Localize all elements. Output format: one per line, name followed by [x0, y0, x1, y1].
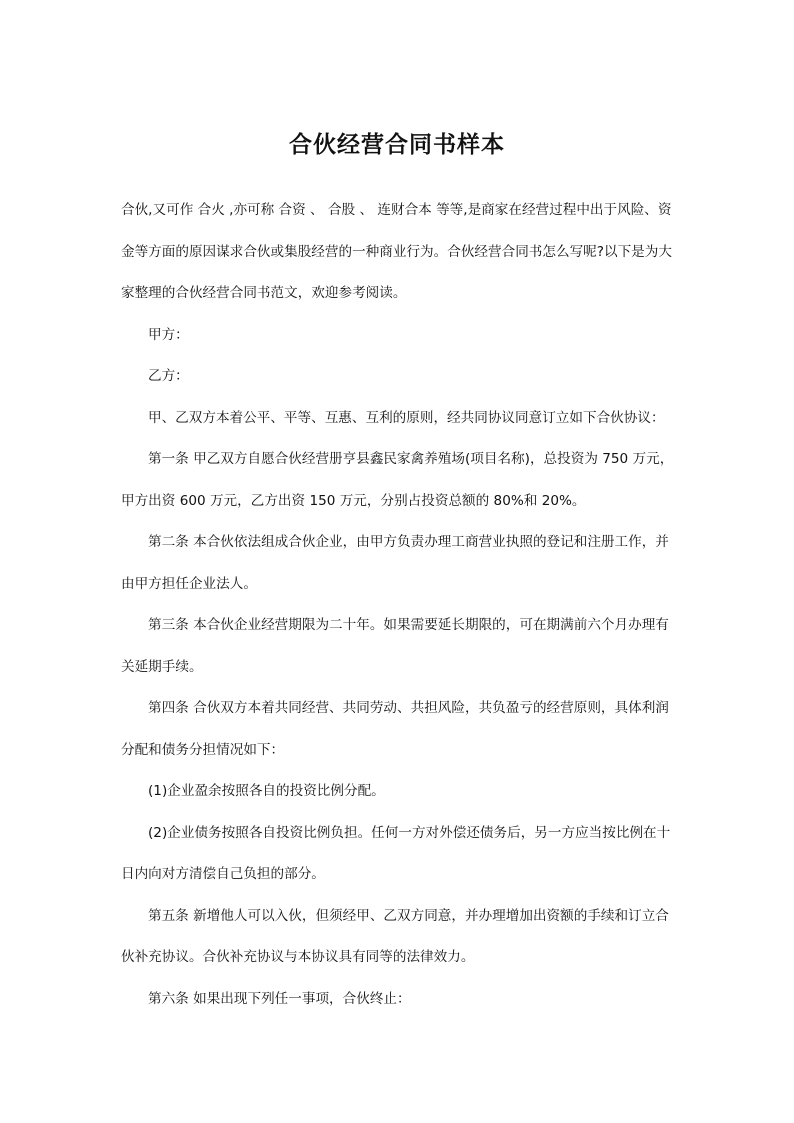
document-body	[121, 190, 681, 1020]
article-1: 第一条 甲乙双方自愿合伙经营册亨县鑫民家禽养殖场(项目名称)，总投资为 750 万元，甲方出资 600 万元，乙方出资 150 万元，分别占投资总额的 80%和 20%。	[121, 451, 674, 509]
intro-paragraph: 合伙,又可作 合火 ,亦可称 合资 、 合股 、 连财合本 等等,是商家在经营过程中出于风险、资金等方面的原因谋求合伙或集股经营的一种商业行为。合伙经营合同书怎么写呢?以下是为大家整理的合伙经营合同书范文，欢迎参考阅读。	[121, 202, 672, 301]
document-title: 合伙经营合同书样本	[289, 131, 505, 158]
article-4-item-1: (1)企业盈余按照各自的投资比例分配。	[148, 783, 385, 799]
party-b-line: 乙方：	[148, 368, 189, 384]
agreement-principle: 甲、乙双方本着公平、平等、互惠、互利的原则，经共同协议同意订立如下合伙协议：	[148, 409, 665, 426]
article-4: 第四条 合伙双方本着共同经营、共同劳动、共担风险，共负盈亏的经营原则，具体利润分配和债务分担情况如下：	[121, 700, 669, 758]
article-4-item-2: (2)企业债务按照各自投资比例负担。任何一方对外偿还债务后，另一方应当按比例在十日内向对方清偿自己负担的部分。	[121, 824, 671, 882]
article-3: 第三条 本合伙企业经营期限为二十年。如果需要延长期限的，可在期满前六个月办理有关延期手续。	[121, 617, 669, 675]
article-2: 第二条 本合伙依法组成合伙企业，由甲方负责办理工商营业执照的登记和注册工作，并由甲方担任企业法人。	[121, 534, 669, 592]
party-a-line: 甲方：	[148, 326, 189, 343]
article-6: 第六条 如果出现下列任一事项，合伙终止：	[148, 990, 411, 1007]
article-5: 第五条 新增他人可以入伙，但须经甲、乙双方同意，并办理增加出资额的手续和订立合伙补充协议。合伙补充协议与本协议具有同等的法律效力。	[121, 907, 669, 965]
